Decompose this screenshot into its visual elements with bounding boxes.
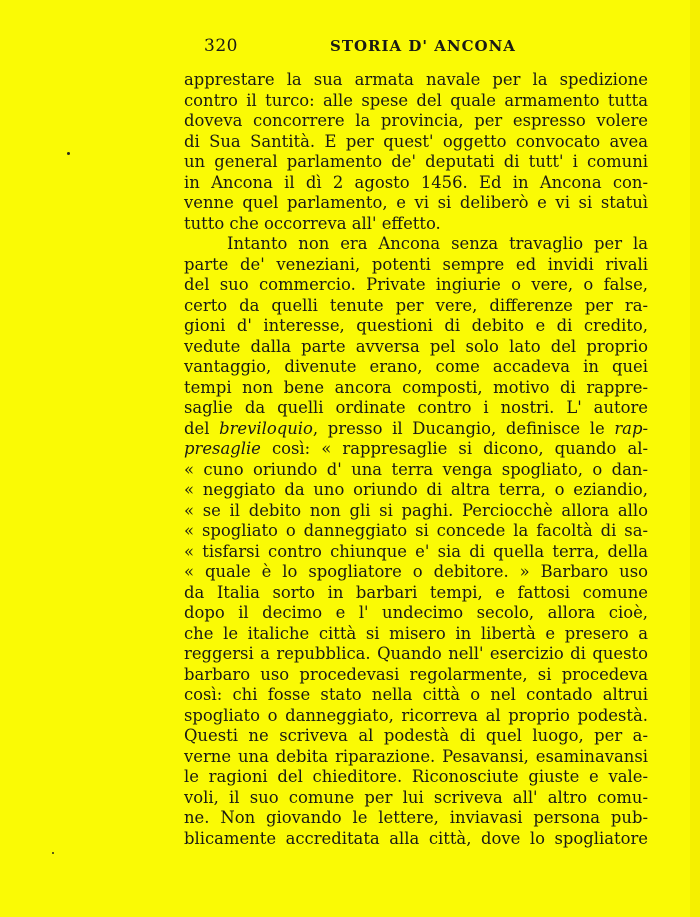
text-segment: apprestare la sua armata navale per la spedizione: [184, 70, 648, 89]
text-line: [184, 173, 648, 194]
text-line: [184, 357, 648, 378]
text-line: [184, 808, 648, 829]
text-segment: « se il debito non gli si paghi. Perciocchè allora allo: [184, 500, 648, 520]
text-line: [184, 193, 648, 214]
text-line: [184, 501, 648, 522]
text-segment: che le italiche città si misero in libertà e presero a: [184, 623, 648, 643]
text-segment: così: « rappresaglie si dicono, quando al-: [260, 439, 648, 458]
text-segment: Questi ne scriveva al podestà di quel luogo, per a-: [184, 726, 648, 745]
text-segment: voli, il suo comune per lui scriveva all' altro comu-: [184, 787, 648, 807]
page-header: [204, 36, 652, 60]
text-line: [184, 214, 648, 235]
text-segment: parte de' veneziani, potenti sempre ed invidi rivali: [184, 254, 648, 274]
text-segment: vantaggio, divenute erano, come accadeva in quei: [184, 357, 648, 376]
text-line: [184, 111, 648, 132]
text-segment: doveva concorrere la provincia, per espresso volere: [184, 111, 648, 130]
text-segment: dopo il decimo e l' undecimo secolo, allora cioè,: [184, 603, 648, 622]
text-line: [184, 726, 648, 747]
text-line: [184, 542, 648, 563]
text-line: [184, 521, 648, 542]
text-segment: le ragioni del chieditore. Riconosciute giuste e vale-: [184, 767, 648, 786]
text-line: [184, 603, 648, 624]
text-line: [184, 70, 648, 91]
text-line: [184, 644, 648, 665]
text-segment: , presso il Ducangio, definisce le: [312, 418, 615, 438]
text-segment: del: [184, 418, 220, 438]
text-line: [184, 296, 648, 317]
text-segment: Intanto non era Ancona senza travaglio per la: [227, 234, 648, 253]
text-segment: « quale è lo spogliatore o debitore. » Barbaro uso: [184, 562, 648, 581]
text-segment: vedute dalla parte avversa pel solo lato del proprio: [184, 336, 648, 356]
page-number: 320: [204, 36, 238, 56]
text-line: [184, 562, 648, 583]
text-segment: barbaro uso procedevasi regolarmente, si procedeva: [184, 664, 648, 684]
text-segment: blicamente accreditata alla città, dove lo spogliatore: [184, 828, 648, 848]
text-line: [184, 747, 648, 768]
text-segment: certo da quelli tenute per vere, differenze per ra-: [184, 295, 648, 315]
text-line: [184, 767, 648, 788]
text-line: [184, 480, 648, 501]
text-segment: tempi non bene ancora composti, motivo di rappre-: [184, 377, 648, 397]
text-line: [184, 337, 648, 358]
text-segment: saglie da quelli ordinate contro i nostri. L' autore: [184, 398, 648, 417]
text-segment: « cuno oriundo d' una terra venga spogliato, o dan-: [184, 459, 648, 479]
paper-speck: [67, 152, 70, 155]
paper-speck: [52, 852, 54, 854]
text-line: [184, 583, 648, 604]
text-segment: da Italia sorto in barbari tempi, e fattosi comune: [184, 582, 648, 602]
text-segment: di Sua Santità. E per quest' oggetto convocato avea: [184, 131, 648, 151]
text-segment: verne una debita riparazione. Pesavansi, esaminavansi: [184, 746, 648, 766]
text-line: [184, 460, 648, 481]
text-line: [184, 378, 648, 399]
running-title: STORIA D' ANCONA: [330, 37, 516, 55]
text-line: [184, 275, 648, 296]
text-segment: « neggiato da uno oriundo di altra terra, o eziandio,: [184, 480, 648, 499]
text-line: [184, 152, 648, 173]
text-segment: reggersi a repubblica. Quando nell' esercizio di questo: [184, 644, 648, 663]
text-segment: « tisfarsi contro chiunque e' sia di quella terra, della: [184, 541, 648, 561]
text-segment: in Ancona il dì 2 agosto 1456. Ed in Ancona con-: [184, 172, 648, 192]
text-line: [184, 316, 648, 337]
text-line: [184, 132, 648, 153]
text-segment: un general parlamento de' deputati di tutt' i comuni: [184, 152, 648, 171]
italic-term: rap-: [614, 418, 648, 438]
text-line: [184, 829, 648, 850]
text-line: [184, 624, 648, 645]
text-line: [184, 255, 648, 276]
text-segment: venne quel parlamento, e vi si deliberò e vi si statuì: [184, 193, 648, 212]
page-edge: [690, 0, 700, 917]
text-segment: così: chi fosse stato nella città o nel contado altrui: [184, 685, 648, 704]
text-line: [184, 706, 648, 727]
text-segment: tutto che occorreva all' effetto.: [184, 213, 441, 233]
text-line: [184, 419, 648, 440]
text-line: [184, 234, 648, 255]
text-segment: gioni d' interesse, questioni di debito e di credito,: [184, 316, 648, 335]
text-segment: del suo commercio. Private ingiurie o vere, o false,: [184, 275, 648, 294]
text-segment: spogliato o danneggiato, ricorreva al proprio podestà.: [184, 705, 648, 725]
text-line: [184, 665, 648, 686]
text-line: [184, 439, 648, 460]
body-text: [184, 70, 648, 849]
text-line: [184, 91, 648, 112]
text-segment: « spogliato o danneggiato si concede la facoltà di sa-: [184, 521, 648, 540]
text-line: [184, 788, 648, 809]
text-line: [184, 398, 648, 419]
text-line: [184, 685, 648, 706]
italic-term: breviloquio: [219, 418, 313, 438]
italic-term: presaglie: [184, 439, 261, 458]
text-segment: ne. Non giovando le lettere, inviavasi persona pub-: [184, 808, 648, 827]
text-segment: contro il turco: alle spese del quale armamento tutta: [184, 90, 648, 110]
